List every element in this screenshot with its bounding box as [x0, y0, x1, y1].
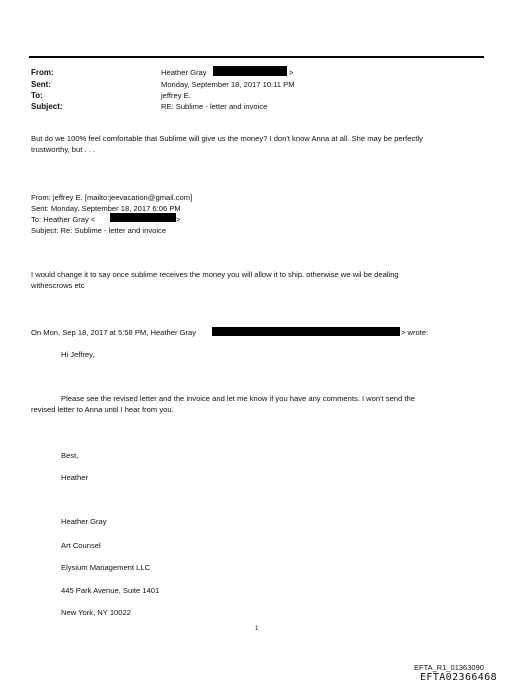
- quoted-to-suffix: >: [176, 215, 181, 224]
- signature-city: New York, NY 10022: [61, 608, 131, 617]
- closing-name: Heather: [61, 473, 89, 482]
- signature-title: Art Counsel: [61, 541, 101, 550]
- signature-company: Elysium Management LLC: [61, 563, 151, 572]
- from-tail: >: [289, 68, 294, 77]
- reply-line-2: withescrows etc: [31, 281, 85, 290]
- wrote-line-prefix: On Mon, Sep 18, 2017 at 5:58 PM, Heather Gray: [31, 328, 197, 337]
- greeting: Hi Jeffrey,: [61, 350, 95, 359]
- quoted-to-prefix: To: Heather Gray <: [31, 215, 96, 224]
- quoted-sent: Sent: Monday, September 18, 2017 6:06 PM: [31, 204, 181, 213]
- signature-name: Heather Gray: [61, 517, 107, 526]
- wrote-line-suffix: > wrote:: [401, 328, 429, 337]
- redaction-block: [110, 213, 176, 222]
- closing: Best,: [61, 451, 79, 460]
- page-number: 1: [255, 626, 259, 632]
- quoted-subject: Subject: Re: Sublime - letter and invoice: [31, 226, 167, 235]
- bates-ref-2: EFTA02366468: [420, 672, 498, 683]
- sent-value: Monday, September 18, 2017 10:11 PM: [161, 80, 295, 89]
- para-line-2: revised letter to Anna until I hear from you.: [31, 405, 174, 414]
- header-rule: [29, 56, 484, 58]
- redaction-block: [213, 66, 287, 76]
- subject-value: RE: Sublime - letter and invoice: [161, 102, 268, 111]
- body-line-2: trustworthy, but . . .: [31, 145, 96, 154]
- para-line-1: Please see the revised letter and the invoice and let me know if you have any comments. I won't send the: [61, 394, 415, 403]
- subject-label: Subject:: [31, 102, 63, 111]
- from-label: From:: [31, 68, 54, 77]
- from-name: Heather Gray: [161, 68, 207, 77]
- reply-line-1: I would change it to say once sublime receives the money you will allow it to ship. otherwise we wil be dealing: [31, 270, 399, 279]
- from-value: [161, 68, 207, 77]
- to-label: To:: [31, 91, 43, 100]
- quoted-to: [31, 214, 95, 225]
- to-value: jeffrey E.: [161, 91, 191, 100]
- bates-ref-1: EFTA_R1_01363090: [414, 663, 484, 672]
- redaction-block: [212, 327, 400, 336]
- body-line-1: But do we 100% feel comfortable that Sublime will give us the money? I don't know Anna at all. She may be perfectly: [31, 134, 423, 143]
- quoted-from: From: jeffrey E. [mailto:jeevacation@gmail.com]: [31, 193, 193, 202]
- sent-label: Sent:: [31, 80, 51, 89]
- signature-address: 445 Park Avenue, Suite 1401: [61, 586, 160, 595]
